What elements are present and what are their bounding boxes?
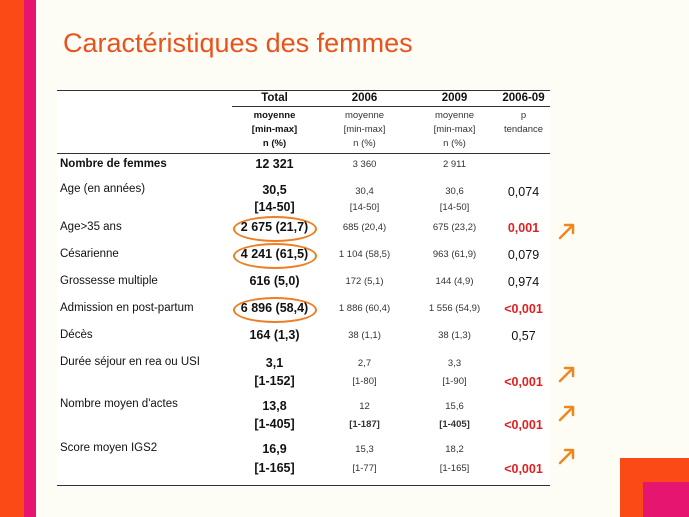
range-2009: [14-50] bbox=[439, 202, 470, 213]
p-value: <0,001 bbox=[504, 375, 543, 389]
column-header-2006: 2006 bbox=[351, 92, 378, 104]
total-value: 16,9 bbox=[262, 442, 287, 456]
range-2006: [1-80] bbox=[352, 376, 377, 387]
range-2006: [14-50] bbox=[349, 202, 380, 213]
table-row bbox=[57, 175, 550, 214]
p-value: <0,001 bbox=[504, 462, 543, 476]
value-2006: 1 886 (60,4) bbox=[338, 303, 391, 314]
left-accent-bar-orange bbox=[0, 0, 24, 517]
table-row bbox=[57, 437, 550, 485]
total-range: [1-152] bbox=[254, 374, 295, 388]
total-range: [14-50] bbox=[254, 200, 295, 214]
table-row bbox=[57, 241, 550, 268]
total-value: 12 321 bbox=[255, 157, 294, 171]
value-2006: 2,7 bbox=[357, 358, 372, 369]
header-sub-label: p bbox=[520, 110, 527, 121]
header-sub-label: tendance bbox=[503, 124, 544, 135]
total-value: 3,1 bbox=[265, 356, 284, 370]
value-2009: 30,6 bbox=[445, 186, 464, 197]
column-header-2009: 2009 bbox=[441, 92, 468, 104]
header-rule bbox=[232, 106, 550, 107]
value-2009: 963 (61,9) bbox=[432, 249, 477, 260]
left-accent-bar-pink bbox=[24, 0, 36, 517]
p-value: 0,074 bbox=[507, 185, 540, 199]
value-2006: 1 104 (58,5) bbox=[338, 249, 391, 260]
p-value: 0,079 bbox=[507, 248, 540, 262]
trend-up-arrow-icon bbox=[557, 221, 577, 241]
row-label: Admission en post-partum bbox=[60, 302, 194, 314]
row-label: Age (en années) bbox=[60, 183, 146, 195]
header-sub-label: moyenne bbox=[344, 110, 385, 121]
header-sub-label: [min-max] bbox=[343, 124, 386, 135]
total-value: 4 241 (61,5) bbox=[240, 247, 309, 261]
table-row bbox=[57, 295, 550, 322]
row-label: Age>35 ans bbox=[60, 221, 122, 233]
header-sub-label: [min-max] bbox=[251, 124, 298, 135]
row-label: Décès bbox=[60, 329, 93, 341]
characteristics-table bbox=[57, 90, 550, 486]
row-label: Score moyen IGS2 bbox=[60, 442, 158, 454]
p-value: <0,001 bbox=[504, 418, 543, 432]
table-row bbox=[57, 268, 550, 295]
value-2006: 30,4 bbox=[355, 186, 374, 197]
range-2006: [1-77] bbox=[352, 463, 377, 474]
value-2006: 3 360 bbox=[352, 159, 377, 170]
total-value: 164 (1,3) bbox=[249, 328, 300, 342]
table-row bbox=[57, 322, 550, 349]
range-2006: [1-187] bbox=[349, 419, 380, 430]
table-row bbox=[57, 349, 550, 394]
total-value: 2 675 (21,7) bbox=[240, 220, 309, 234]
table-row bbox=[57, 214, 550, 241]
header-sub-label: n (%) bbox=[353, 138, 376, 149]
range-2009: [1-90] bbox=[442, 376, 467, 387]
header-sub-label: moyenne bbox=[434, 110, 475, 121]
table-row bbox=[57, 394, 550, 437]
p-value: 0,57 bbox=[511, 329, 536, 343]
total-value: 13,8 bbox=[262, 399, 287, 413]
range-2009: [1-165] bbox=[439, 463, 470, 474]
range-2009: [1-405] bbox=[439, 419, 470, 430]
row-label: Césarienne bbox=[60, 248, 119, 260]
header-sub-label: n (%) bbox=[443, 138, 466, 149]
p-value: 0,974 bbox=[507, 275, 540, 289]
header-sub-label: moyenne bbox=[253, 110, 296, 121]
trend-up-arrow-icon bbox=[557, 446, 577, 466]
row-label: Nombre de femmes bbox=[60, 158, 167, 170]
total-range: [1-405] bbox=[254, 417, 295, 431]
value-2009: 18,2 bbox=[445, 444, 464, 455]
value-2006: 172 (5,1) bbox=[345, 276, 384, 287]
row-label: Durée séjour en rea ou USI bbox=[60, 356, 200, 368]
p-value: <0,001 bbox=[504, 302, 543, 316]
value-2009: 15,6 bbox=[445, 401, 464, 412]
value-2009: 144 (4,9) bbox=[435, 276, 474, 287]
trend-up-arrow-icon bbox=[557, 403, 577, 423]
header-sub-label: [min-max] bbox=[433, 124, 476, 135]
value-2009: 675 (23,2) bbox=[432, 222, 477, 233]
value-2006: 12 bbox=[359, 401, 370, 412]
column-header-total: Total bbox=[261, 92, 288, 104]
header-sub-label: n (%) bbox=[262, 138, 287, 149]
row-label: Grossesse multiple bbox=[60, 275, 158, 287]
table-header bbox=[57, 91, 550, 154]
corner-accent-pink bbox=[643, 482, 689, 517]
p-value: 0,001 bbox=[507, 221, 540, 235]
total-value: 6 896 (58,4) bbox=[240, 301, 309, 315]
value-2006: 38 (1,1) bbox=[348, 330, 381, 341]
value-2009: 38 (1,3) bbox=[438, 330, 471, 341]
value-2009: 1 556 (54,9) bbox=[428, 303, 481, 314]
total-value: 616 (5,0) bbox=[249, 274, 300, 288]
total-range: [1-165] bbox=[254, 461, 295, 475]
value-2006: 685 (20,4) bbox=[342, 222, 387, 233]
slide-title: Caractéristiques des femmes bbox=[63, 28, 413, 58]
value-2009: 3,3 bbox=[447, 358, 462, 369]
row-label: Nombre moyen d'actes bbox=[60, 398, 178, 410]
value-2006: 15,3 bbox=[355, 444, 374, 455]
table-row bbox=[57, 154, 550, 175]
value-2009: 2 911 bbox=[442, 159, 467, 170]
column-header-trend: 2006-09 bbox=[502, 92, 545, 104]
total-value: 30,5 bbox=[262, 183, 287, 197]
trend-up-arrow-icon bbox=[557, 364, 577, 384]
